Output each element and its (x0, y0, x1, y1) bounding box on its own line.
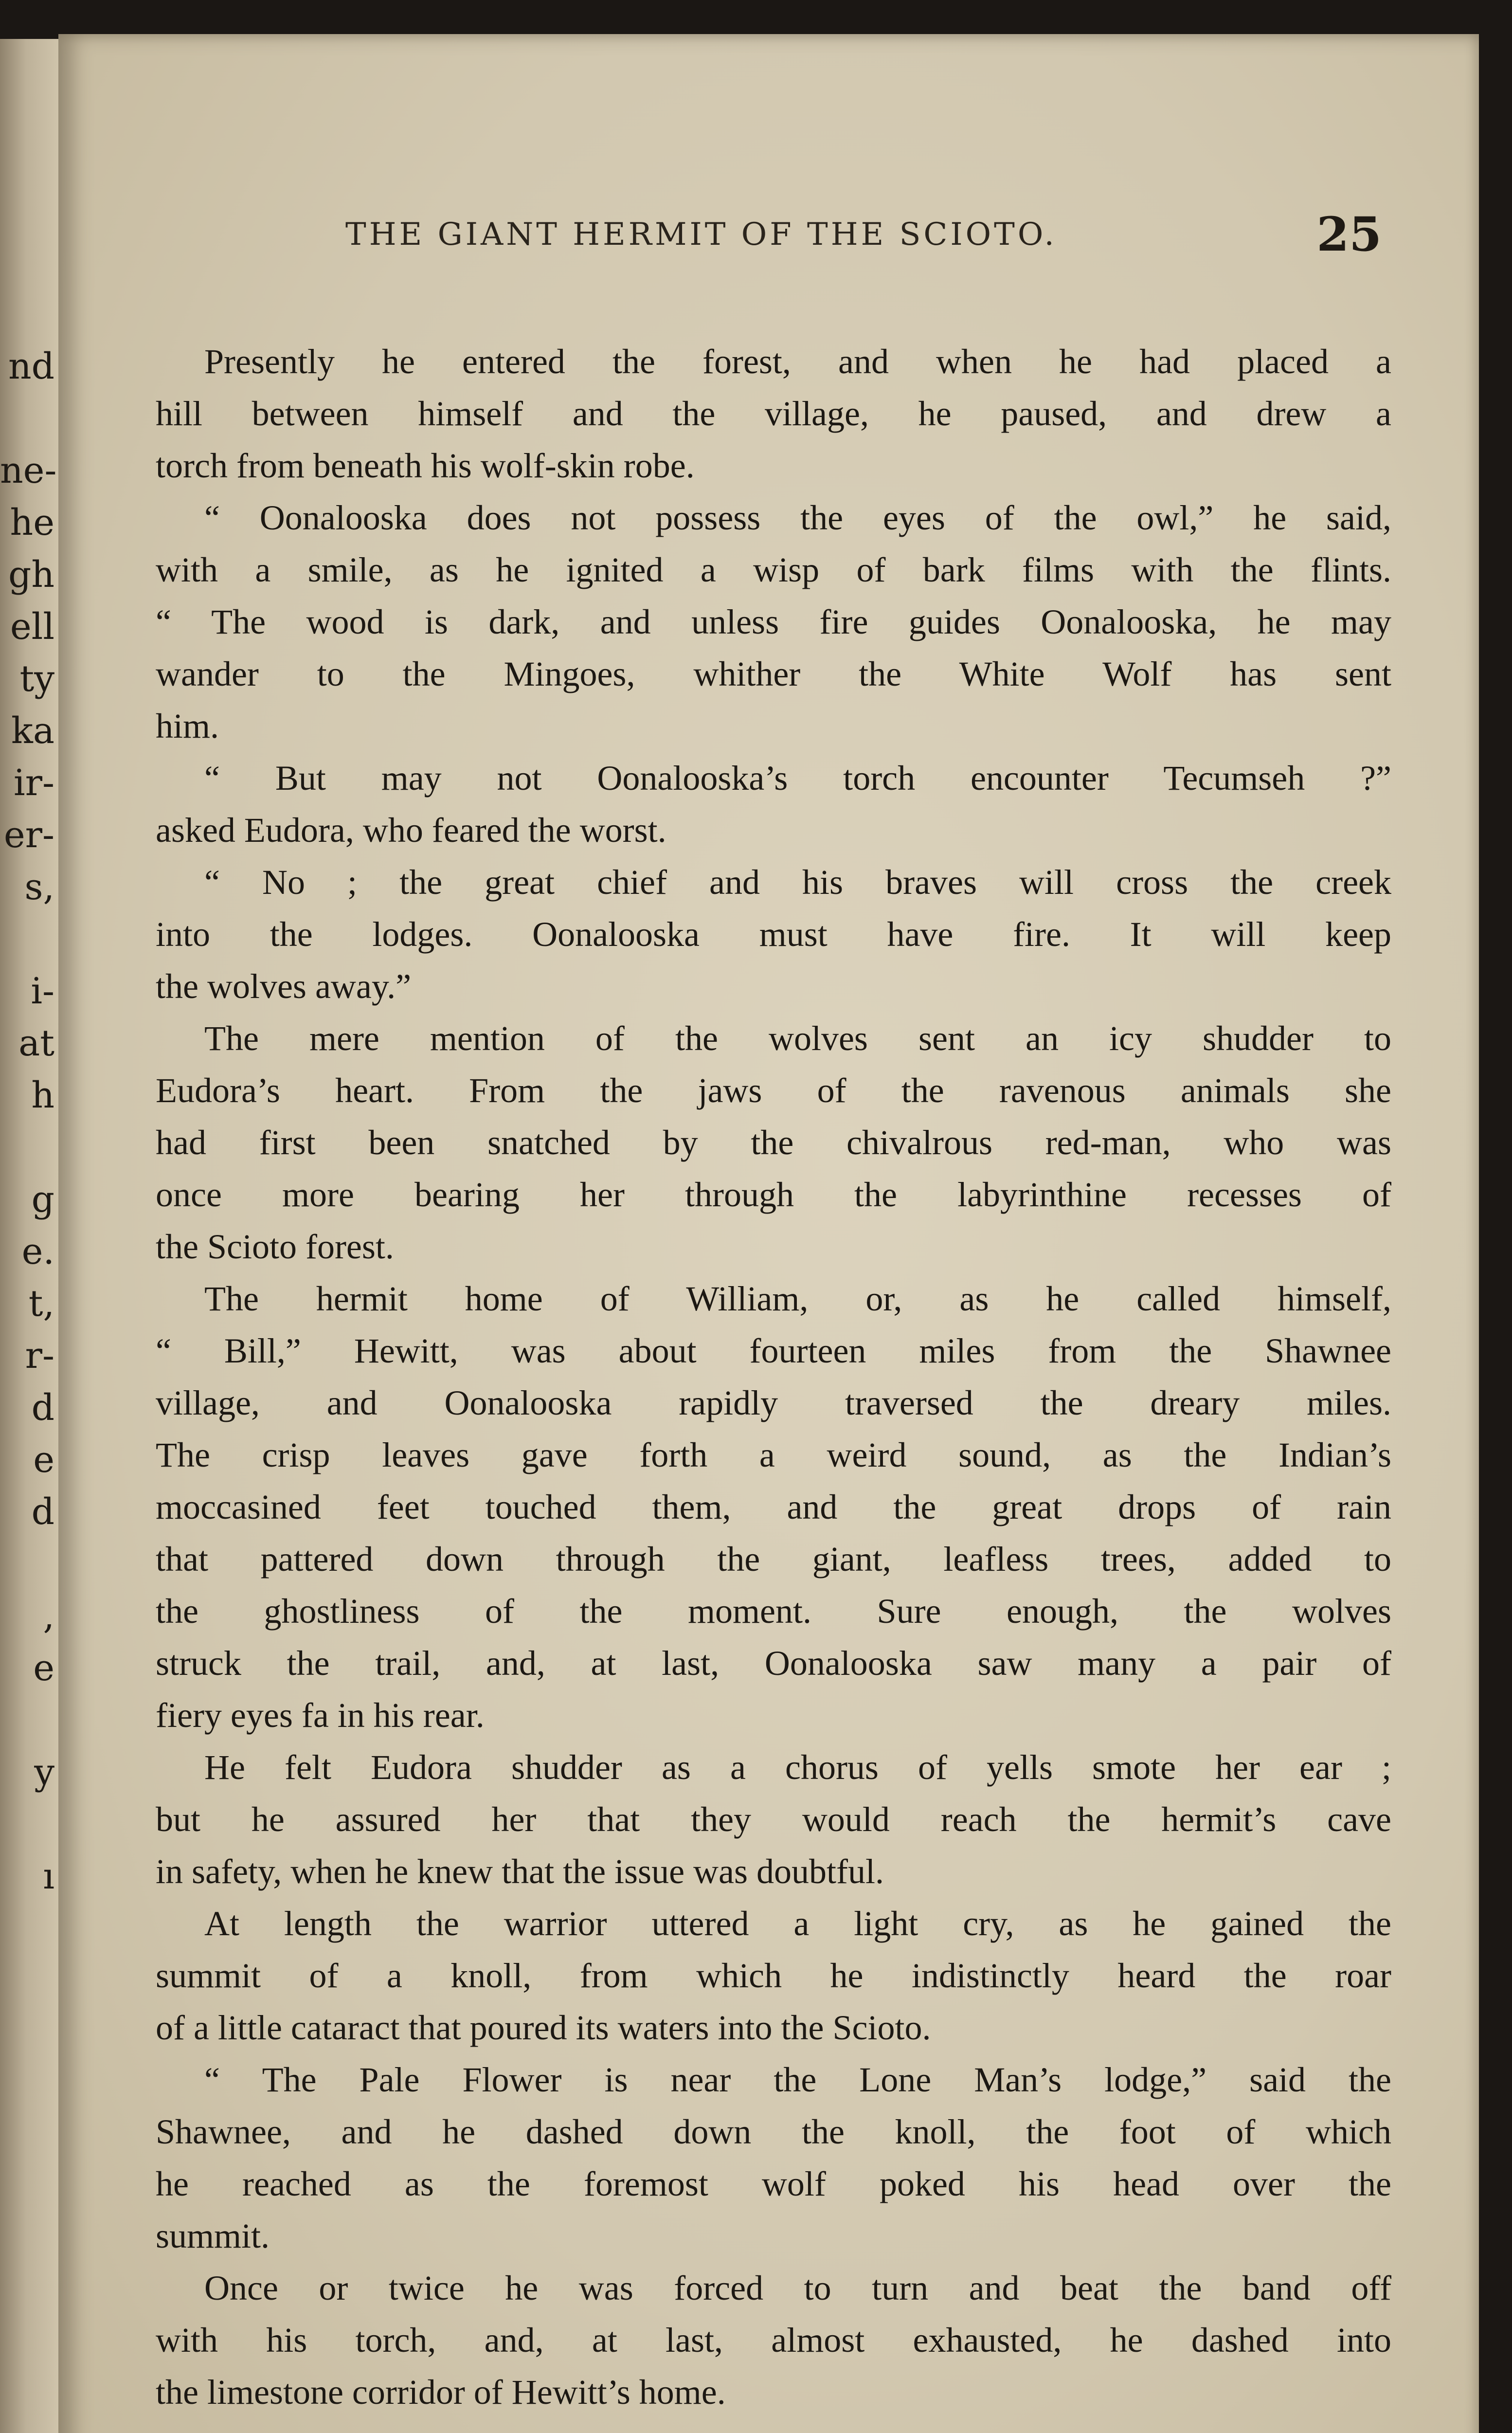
left-fragment (0, 1538, 57, 1590)
text-line: he reached as the foremost wolf poked his head over the (156, 2164, 1391, 2203)
text-line: Shawnee, and he dashed down the knoll, the foot of which (156, 2112, 1391, 2151)
left-fragment (0, 1122, 57, 1174)
text-line: At length the warrior uttered a light cry, as he gained the (204, 1904, 1391, 1943)
text-line: The hermit home of William, or, as he called himself, (204, 1279, 1391, 1318)
text-line: The mere mention of the wolves sent an icy shudder to (204, 1019, 1391, 1058)
left-fragment (0, 1798, 57, 1851)
text-line: the wolves away.” (156, 967, 412, 1006)
text-line: “ Oonalooska does not possess the eyes of the owl,” he said, (204, 498, 1391, 537)
left-fragment: e (33, 1439, 54, 1481)
body-text (156, 336, 1391, 2418)
left-fragment: ty (19, 658, 54, 700)
left-fragment: nd (8, 345, 54, 387)
left-fragment: at (18, 1022, 54, 1064)
text-line: summit. (156, 2216, 270, 2255)
left-fragment: h (31, 1074, 54, 1116)
left-fragment: ir- (13, 762, 54, 804)
text-line: once more bearing her through the labyrinthine recesses of (156, 1175, 1391, 1214)
left-fragment: r- (25, 1335, 54, 1377)
left-fragment: d (31, 1491, 54, 1533)
text-line: The crisp leaves gave forth a weird sound, as the Indian’s (156, 1435, 1391, 1474)
text-line: He felt Eudora shudder as a chorus of yells smote her ear ; (204, 1748, 1391, 1787)
text-line: “ The wood is dark, and unless fire guides Oonalooska, he may (156, 602, 1391, 641)
left-fragment: , (43, 1595, 54, 1637)
left-fragment: ell (10, 606, 54, 648)
page-number: 25 (1316, 207, 1382, 262)
text-line: into the lodges. Oonalooska must have fire. It will keep (156, 915, 1391, 954)
left-fragment: he (10, 502, 54, 544)
text-line: torch from beneath his wolf-skin robe. (156, 446, 695, 485)
text-line: but he assured her that they would reach the hermit’s cave (156, 1800, 1391, 1839)
text-line: him. (156, 707, 219, 745)
left-fragment: ka (11, 710, 54, 752)
text-line: Presently he entered the forest, and when he had placed a (204, 342, 1391, 381)
text-line: with his torch, and, at last, almost exhausted, he dashed into (156, 2321, 1391, 2360)
left-fragment: e. (21, 1231, 54, 1272)
text-line: the ghostliness of the moment. Sure enough, the wolves (156, 1592, 1391, 1631)
text-line: hill between himself and the village, he paused, and drew a (156, 394, 1391, 433)
text-line: moccasined feet touched them, and the great drops of rain (156, 1488, 1391, 1526)
left-fragment: t, (28, 1283, 54, 1325)
book-page (58, 34, 1479, 2433)
text-line: fiery eyes fa in his rear. (156, 1696, 485, 1735)
left-fragment: d (31, 1387, 54, 1429)
left-fragment: s, (24, 866, 54, 908)
text-line: Once or twice he was forced to turn and beat the band off (204, 2269, 1391, 2307)
text-line: in safety, when he knew that the issue was doubtful. (156, 1852, 884, 1891)
text-line: struck the trail, and, at last, Oonalooska saw many a pair of (156, 1644, 1391, 1683)
left-fragment: g (31, 1179, 54, 1220)
text-line: asked Eudora, who feared the worst. (156, 811, 666, 850)
left-page-edge (0, 39, 61, 2433)
text-line: village, and Oonalooska rapidly traversed the dreary miles. (156, 1383, 1391, 1422)
left-fragment: gh (8, 554, 54, 596)
left-fragment: ı (43, 1855, 54, 1897)
left-fragment: er- (3, 814, 54, 856)
left-page-fragments (0, 341, 57, 1903)
left-fragment (0, 1694, 57, 1746)
left-fragment (0, 393, 57, 445)
text-line: “ Bill,” Hewitt, was about fourteen miles from the Shawnee (156, 1331, 1391, 1370)
text-line: of a little cataract that poured its waters into the Scioto. (156, 2008, 931, 2047)
text-line: with a smile, as he ignited a wisp of bark films with the flints. (156, 550, 1391, 589)
left-fragment: e (33, 1647, 54, 1689)
text-line: wander to the Mingoes, whither the White Wolf has sent (156, 654, 1391, 693)
running-head-title: THE GIANT HERMIT OF THE SCIOTO. (345, 217, 1057, 253)
text-line: summit of a knoll, from which he indistinctly heard the roar (156, 1956, 1391, 1995)
left-fragment (0, 913, 57, 965)
text-line: Eudora’s heart. From the jaws of the ravenous animals she (156, 1071, 1391, 1110)
text-line: the limestone corridor of Hewitt’s home. (156, 2373, 726, 2412)
text-line: had first been snatched by the chivalrous red-man, who was (156, 1123, 1391, 1162)
text-line: “ The Pale Flower is near the Lone Man’s lodge,” said the (204, 2060, 1391, 2099)
text-line: “ No ; the great chief and his braves will cross the creek (204, 863, 1391, 902)
running-head (287, 207, 1382, 260)
text-line: that pattered down through the giant, leafless trees, added to (156, 1540, 1391, 1579)
left-fragment: y (34, 1751, 54, 1793)
text-line: the Scioto forest. (156, 1227, 394, 1266)
left-fragment: i- (31, 970, 54, 1012)
left-fragment: ne- (0, 450, 57, 491)
text-line: “ But may not Oonalooska’s torch encounter Tecumseh ?” (204, 759, 1391, 798)
